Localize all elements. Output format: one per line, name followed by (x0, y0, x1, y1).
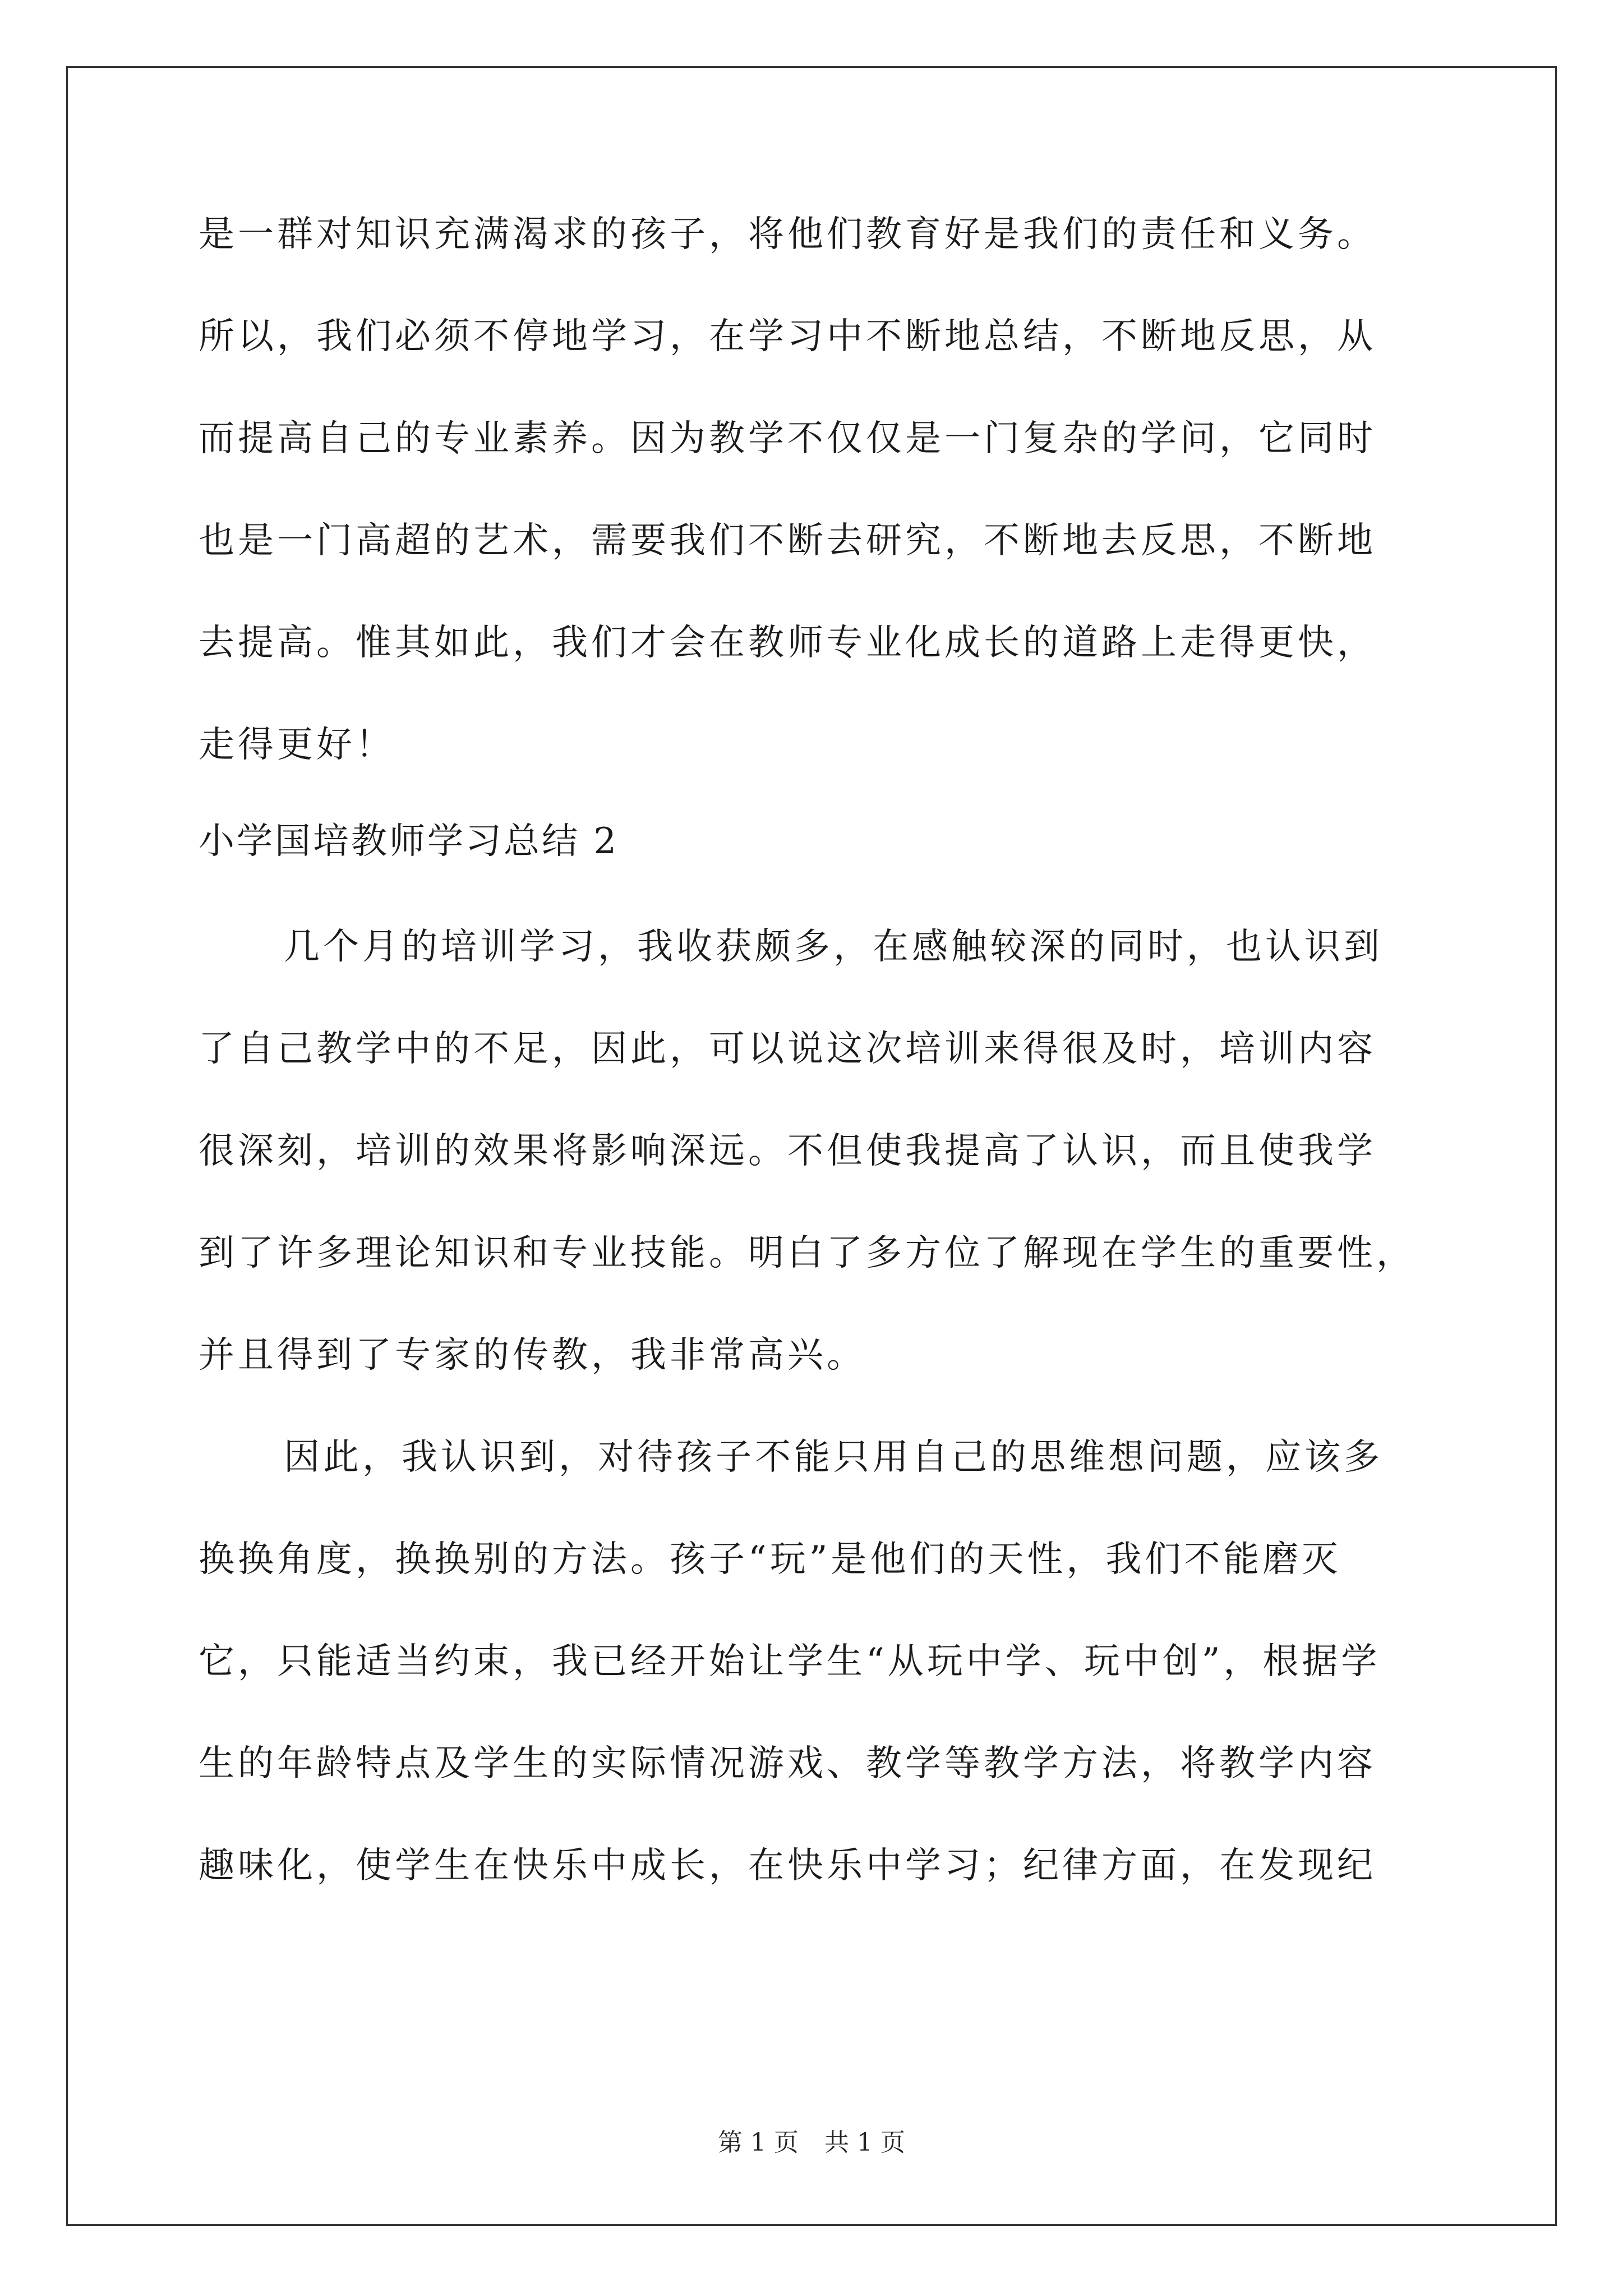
paragraph-line: 生的年龄特点及学生的实际情况游戏、教学等教学方法，将教学内容 (199, 1743, 1376, 1784)
paragraph-line: 也是一门高超的艺术，需要我们不断去研究，不断地去反思，不断地 (199, 520, 1376, 562)
paragraph-line: 所以，我们必须不停地学习，在学习中不断地总结，不断地反思，从 (199, 316, 1376, 357)
paragraph-line: 而提高自己的专业素养。因为教学不仅仅是一门复杂的学问，它同时 (199, 418, 1376, 459)
paragraph-line: 到了许多理论知识和专业技能。明白了多方位了解现在学生的重要性， (199, 1232, 1415, 1274)
page-footer (0, 2126, 1623, 2160)
paragraph-line: 很深刻，培训的效果将影响深远。不但使我提高了认识，而且使我学 (199, 1130, 1376, 1172)
page-number: 第 1 页 (718, 2128, 799, 2157)
paragraph-line: 去提高。惟其如此，我们才会在教师专业化成长的道路上走得更快， (199, 622, 1376, 664)
paragraph-line: 因此，我认识到，对待孩子不能只用自己的思维想问题，应该多 (284, 1437, 1383, 1478)
paragraph-line: 并且得到了专家的传教，我非常高兴。 (199, 1335, 866, 1376)
paragraph-line: 趣味化，使学生在快乐中成长，在快乐中学习；纪律方面，在发现纪 (199, 1845, 1376, 1887)
paragraph-line: 换换角度，换换别的方法。孩子“玩”是他们的天性，我们不能磨灭 (199, 1539, 1341, 1580)
paragraph-line: 它，只能适当约束，我已经开始让学生“从玩中学、玩中创”，根据学 (199, 1641, 1381, 1682)
paragraph-line: 走得更好！ (199, 724, 395, 766)
paragraph-line: 了自己教学中的不足，因此，可以说这次培训来得很及时，培训内容 (199, 1028, 1376, 1070)
paragraph-line: 几个月的培训学习，我收获颇多，在感触较深的同时，也认识到 (284, 926, 1383, 968)
section-heading: 小学国培教师学习总结 2 (199, 821, 619, 862)
page-total: 共 1 页 (824, 2128, 905, 2157)
paragraph-line: 是一群对知识充满渴求的孩子，将他们教育好是我们的责任和义务。 (199, 214, 1376, 255)
